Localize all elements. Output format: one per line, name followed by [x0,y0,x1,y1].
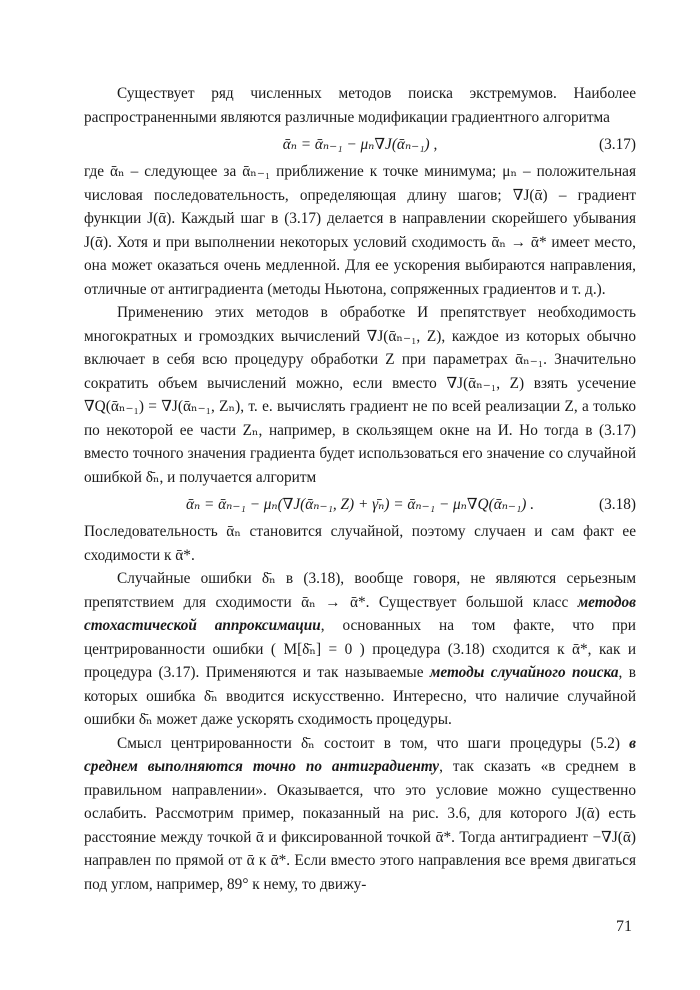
paragraph-5-text-c: , основанных на том факте, что при центрированности ошибки ( M[δ̄ₙ] = 0 ) процедура (3.18) сходится к ᾱ*, как и процедура (3.17). Применяются и так называемые [84,617,636,681]
paragraph-1: Существует ряд численных методов поиска экстремумов. Наиболее распространенными являются различные модификации градиентного алгоритма [84,85,636,126]
page-number: 71 [616,918,632,935]
term-stochastic-approximation: методов стохастической аппроксимации [84,593,636,634]
term-random-search: методы случайного поиска [429,664,619,681]
equation-3-18-number: (3.18) [599,496,636,513]
equation-3-17-formula: ᾱₙ = ᾱₙ₋₁ − μₙ∇J(ᾱₙ₋₁) , [282,136,438,153]
paragraph-5 [84,567,636,732]
paragraph-5-text-d: , в которых ошибка δ̄ₙ вводится искусственно. Интересно, что наличие случайной ошибки δ̄ₙ может даже ускорять сходимость процедуры. [84,664,637,728]
term-average-antigradient: в среднем выполняются точно по антиградиенту [84,734,636,775]
paragraph-6-text-a: Смысл центрированности δ̄ₙ состоит в том, что шаги процедуры (5.2) [117,734,630,752]
paragraph-4: Последовательность ᾱₙ становится случайной, поэтому случаен и сам факт ее сходимости к ᾱ*. [84,523,636,564]
equation-3-17-number: (3.17) [599,136,636,153]
paragraph-2: где ᾱₙ – следующее за ᾱₙ₋₁ приближение к точке минимума; μₙ – положительная числовая последовательность, определяющая длину шагов; ∇J(ᾱ) – градиент функции J(ᾱ). Каждый шаг в (3.17) делается в направлении скорейшего убывания J(ᾱ). Хотя и при выполнении некоторых условий сходимость ᾱₙ → ᾱ* имеет место, она может оказаться очень медленной. Для ее ускорения выбираются направления, отличные от антиградиента (методы Ньютона, сопряженных градиентов и т. д.). [84,163,636,298]
paragraph-3: Применению этих методов в обработке И препятствует необходимость многократных и громоздких вычислений ∇J(ᾱₙ₋₁, Z), каждое из которых обычно включает в себя всю процедуру обработки Z при параметрах ᾱₙ₋₁. Значительно сократить объем вычислений можно, если вместо ∇J(ᾱₙ₋₁, Z) взять усечение ∇Q(ᾱₙ₋₁) = ∇J(ᾱₙ₋₁, Zₙ), т. е. вычислять градиент не по всей реализации Z, а только по некоторой ее части Zₙ, например, в скользящем окне на И. Но тогда в (3.17) вместо точного значения градиента будет использоваться его значение со случайной ошибкой δ̄ₙ, и получается алгоритм [84,304,636,486]
paragraph-6-text-c: , так сказать «в среднем в правильном направлении». Оказывается, что это условие можно существенно ослабить. Рассмотрим пример, показанный на рис. 3.6, для которого J(ᾱ) есть расстояние между точкой ᾱ и фиксированной точкой ᾱ*. Тогда антиградиент −∇J(ᾱ) направлен по прямой от ᾱ к ᾱ*. Если вместо этого направления все время двигаться под углом, например, 89° к нему, то движу- [84,758,636,893]
paragraph-5-text-a: Случайные ошибки δ̄ₙ в (3.18), вообще говоря, не являются серьезным препятствием для сходимости ᾱₙ → ᾱ*. Существует большой класс [84,570,636,611]
equation-3-18 [84,489,636,520]
page-body [84,82,636,896]
equation-3-18-formula: ᾱₙ = ᾱₙ₋₁ − μₙ(∇J(ᾱₙ₋₁, Z) + γ̄ₙ) = ᾱₙ₋₁ − μₙ∇Q(ᾱₙ₋₁) . [185,496,535,513]
paragraph-6 [84,732,636,897]
equation-3-17 [84,129,636,160]
